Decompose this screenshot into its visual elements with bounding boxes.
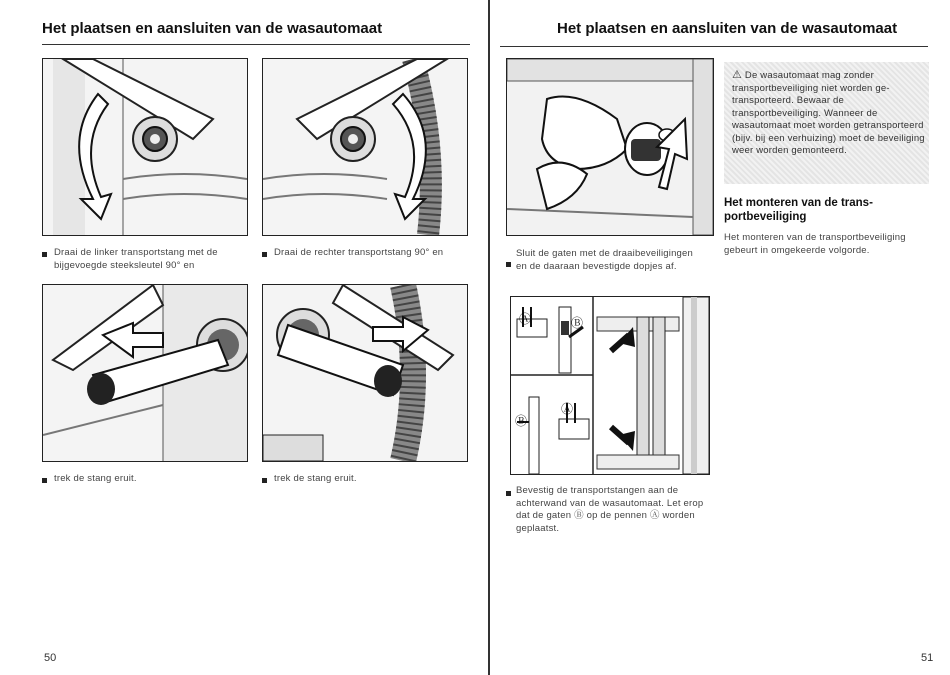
label-b-bottom: Ⓑ (515, 414, 528, 428)
figure-right-rod-rotate (262, 58, 468, 236)
right-page-header: Het plaatsen en aansluiten van de wasautomaat (557, 20, 898, 37)
warning-box (724, 62, 929, 184)
mounting-subheading: Het monteren van de transportbeveiliging (724, 197, 873, 223)
left-header-rule (42, 44, 470, 45)
page-number-left: 50 (44, 652, 57, 664)
label-a-top: Ⓐ (519, 312, 532, 326)
page-gutter (488, 0, 490, 675)
caption-mount-rods: Bevestig de transportstangen aan de achterwand van de wasautomaat. Let erop dat de gaten Ⓑ op de pennen Ⓐ worden geplaatst. (516, 485, 704, 534)
bullet (506, 491, 511, 496)
warning-message: De wasautomaat mag zonder transportbeveiliging niet worden getransporteerd. Bewaar de transportbeveiliging. Wanneer de wasautomaat moet worden getransporteerd (bijv. bij een verhuizing) moet de beveiliging weer worden gemonteerd. (732, 70, 925, 156)
caption-right-rod-rotate: Draai de rechter transportstang 90° en (274, 247, 444, 258)
page-number-right: 51 (921, 652, 934, 664)
figure-close-holes (506, 58, 714, 236)
right-header-rule (500, 46, 928, 47)
label-a-bottom: Ⓐ (561, 402, 574, 416)
bullet (262, 252, 267, 257)
figure-left-rod-pull (42, 284, 248, 462)
figure-right-rod-pull (262, 284, 468, 462)
caption-left-rod-pull: trek de stang eruit. (54, 473, 137, 484)
figure-mount-rods (510, 296, 710, 475)
bullet (42, 478, 47, 483)
warning-text (732, 69, 928, 158)
left-page-header: Het plaatsen en aansluiten van de wasautomaat (42, 20, 383, 37)
mounting-instructions: Het monteren van de transportbeveiliging gebeurt in omgekeerde volgorde. (724, 232, 906, 256)
caption-close-holes: Sluit de gaten met de draaibeveiligingen en de daaraan bevestigde dopjes af. (516, 248, 694, 272)
bullet (262, 478, 267, 483)
label-b-top: Ⓑ (571, 316, 584, 330)
bullet (42, 252, 47, 257)
figure-left-rod-rotate (42, 58, 248, 236)
bullet (506, 262, 511, 267)
caption-right-rod-pull: trek de stang eruit. (274, 473, 357, 484)
warning-triangle-icon: ⚠ (732, 69, 743, 81)
caption-left-rod-rotate: Draai de linker transportstang met de bijgevoegde steeksleutel 90° en (54, 247, 218, 271)
